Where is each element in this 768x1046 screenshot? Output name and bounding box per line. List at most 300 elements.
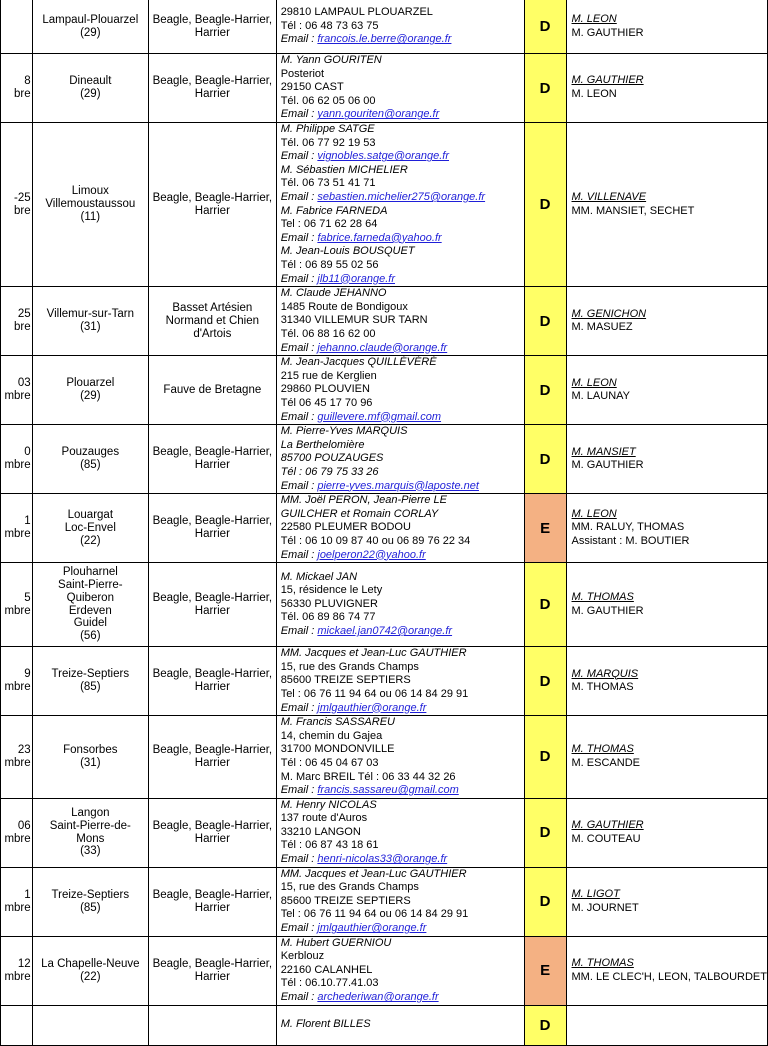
organizer-cell: [276, 1005, 524, 1045]
organizer-text: Tél : 06 45 04 67 03: [280, 756, 379, 769]
organizer-cell: [276, 798, 524, 867]
judges-cell: [566, 1005, 767, 1045]
grade-badge: D: [524, 798, 566, 867]
organizer-line: [281, 205, 524, 219]
email-link[interactable]: jehanno.claude@orange.fr: [317, 341, 448, 354]
organizer-cell: [276, 287, 524, 356]
organizer-line: [281, 799, 524, 813]
location-text: Saint-Pierre-de-: [49, 819, 131, 832]
organizer-line: [281, 370, 524, 384]
location-cell: [32, 425, 148, 494]
location-text: (11): [80, 210, 101, 223]
organizer-text: Email :: [280, 701, 318, 714]
organizer-text: M. Claude JEHANNO: [280, 287, 387, 300]
breed-text: Beagle, Beagle-Harrier,: [152, 191, 273, 204]
organizer-text: M. Francis SASSAREU: [280, 716, 395, 729]
organizer-line: [281, 730, 524, 744]
organizer-line: [281, 908, 524, 922]
date-cell: [1, 647, 33, 716]
organizer-line: [281, 123, 524, 137]
organizer-text: MM. Jacques et Jean-Luc GAUTHIER: [280, 867, 467, 880]
organizer-text: M. Jean-Jacques QUILLÉVÉRÉ: [280, 356, 437, 369]
breed-text: Harrier: [194, 528, 230, 541]
organizer-line: [281, 452, 524, 466]
organizer-line: [281, 812, 524, 826]
table-row: [1, 425, 768, 494]
organizer-line: [281, 480, 524, 494]
organizer-line: [281, 328, 524, 342]
date-text: -25: [14, 191, 31, 204]
location-text: Pouzauges: [61, 446, 120, 459]
organizer-text: M. Henry NICOLAS: [280, 798, 377, 811]
organizer-text: Tél : 06 89 55 02 56: [280, 258, 379, 271]
location-cell: [32, 54, 148, 123]
lead-judge: M. MARQUIS: [571, 667, 639, 680]
email-link[interactable]: pierre-yves.marquis@laposte.net: [317, 479, 479, 492]
grade-badge: E: [524, 936, 566, 1005]
organizer-line: [281, 826, 524, 840]
date-cell: [1, 1005, 33, 1045]
date-text: mbre: [4, 901, 31, 914]
lead-judge: M. MANSIET: [571, 445, 636, 458]
organizer-text: 85700 POUZAUGES: [280, 452, 384, 465]
organizer-text: Tel : 06 71 62 28 64: [280, 218, 378, 231]
organizer-text: 215 rue de Kerglien: [280, 369, 377, 382]
breeds-cell: [148, 356, 276, 425]
location-text: Treize-Septiers: [51, 668, 130, 681]
organizer-text: Tél : 06 79 75 33 26: [280, 465, 379, 478]
organizer-text: 14, chemin du Gajea: [280, 729, 383, 742]
date-cell: [1, 867, 33, 936]
organizer-line: [281, 177, 524, 191]
date-text: 23: [17, 744, 31, 757]
organizer-line: [281, 54, 524, 68]
judges-cell: [566, 123, 767, 287]
organizer-text: 31700 MONDONVILLE: [280, 743, 395, 756]
date-cell: [1, 563, 33, 647]
location-text: Villemur-sur-Tarn: [46, 308, 134, 321]
date-text: mbre: [4, 390, 31, 403]
organizer-text: M. Hubert GUERNIOU: [280, 936, 392, 949]
date-cell: [1, 287, 33, 356]
organizer-cell: [276, 494, 524, 563]
organizer-text: Posteriot: [280, 67, 325, 80]
organizer-text: 56330 PLUVIGNER: [280, 597, 378, 610]
organizer-line: [281, 218, 524, 232]
organizer-text: M. Fabrice FARNEDA: [280, 204, 388, 217]
organizer-text: Email :: [280, 33, 318, 46]
organizer-text: Email :: [280, 410, 318, 423]
date-text: 1: [24, 515, 31, 528]
organizer-text: Email :: [280, 922, 318, 935]
breeds-cell: [148, 716, 276, 799]
organizer-line: [281, 439, 524, 453]
location-text: Saint-Pierre-: [58, 579, 123, 592]
organizer-cell: [276, 647, 524, 716]
date-text: 9: [24, 668, 31, 681]
date-text: 06: [17, 819, 31, 832]
organizer-cell: [276, 54, 524, 123]
location-cell: [32, 798, 148, 867]
organizer-line: [281, 757, 524, 771]
email-link[interactable]: henri-nicolas33@orange.fr: [317, 853, 448, 866]
table-row: [1, 123, 768, 287]
organizer-text: Email :: [280, 853, 318, 866]
organizer-text: 85600 TREIZE SEPTIERS: [280, 674, 411, 687]
organizer-line: [281, 245, 524, 259]
organizer-text: M. Florent BILLES: [280, 1018, 371, 1031]
organizer-cell: [276, 716, 524, 799]
breeds-cell: [148, 123, 276, 287]
email-link[interactable]: francois.le.berre@orange.fr: [317, 33, 452, 46]
breed-text: Normand et Chien: [165, 314, 259, 327]
location-text: (56): [80, 630, 101, 643]
grade-badge: D: [524, 716, 566, 799]
judges-cell: [566, 936, 767, 1005]
date-text: mbre: [4, 832, 31, 845]
organizer-line: [281, 549, 524, 563]
breeds-cell: [148, 798, 276, 867]
location-text: (22): [80, 970, 101, 983]
location-text: (31): [80, 756, 101, 769]
table-row: [1, 54, 768, 123]
breeds-cell: [148, 563, 276, 647]
location-text: Louargat: [67, 508, 114, 521]
grade-badge: D: [524, 563, 566, 647]
location-text: Loc-Envel: [64, 521, 116, 534]
location-cell: [32, 123, 148, 287]
breed-text: Harrier: [194, 681, 230, 694]
breed-text: Beagle, Beagle-Harrier,: [152, 668, 273, 681]
events-table-body: [1, 0, 768, 1045]
breed-text: Basset Artésien: [172, 301, 253, 314]
organizer-line: [281, 895, 524, 909]
organizer-line: [281, 839, 524, 853]
organizer-line: [281, 494, 524, 508]
organizer-text: 29810 LAMPAUL PLOUARZEL: [280, 6, 433, 19]
breed-text: Harrier: [194, 604, 230, 617]
organizer-text: Tél. 06 73 51 41 71: [280, 177, 376, 190]
organizer-cell: [276, 356, 524, 425]
organizer-text: Tel : 06 76 11 94 64 ou 06 14 84 29 91: [280, 687, 469, 700]
breeds-cell: [148, 647, 276, 716]
breeds-cell: [148, 0, 276, 54]
table-row: [1, 936, 768, 1005]
organizer-text: Tél. 06 62 05 06 00: [280, 94, 376, 107]
organizer-line: [281, 273, 524, 287]
date-cell: [1, 356, 33, 425]
date-text: 5: [24, 591, 31, 604]
organizer-cell: [276, 0, 524, 54]
location-text: Erdeven: [68, 604, 112, 617]
organizer-line: [281, 771, 524, 785]
organizer-line: [281, 150, 524, 164]
organizer-text: Email :: [280, 625, 318, 638]
breed-text: Harrier: [194, 88, 230, 100]
location-text: La Chapelle-Neuve: [41, 957, 140, 970]
location-text: Fonsorbes: [63, 744, 118, 757]
grade-badge: D: [524, 425, 566, 494]
location-text: (33): [80, 845, 101, 858]
breed-text: Beagle, Beagle-Harrier,: [152, 744, 273, 757]
organizer-text: 15, rue des Grands Champs: [280, 660, 419, 673]
location-text: Villemoustaussou: [45, 198, 136, 211]
organizer-text: Email :: [280, 548, 318, 561]
date-cell: [1, 123, 33, 287]
email-link[interactable]: vignobles.satge@orange.fr: [317, 150, 450, 163]
organizer-text: Email :: [280, 479, 318, 492]
organizer-line: [281, 314, 524, 328]
grade-badge: D: [524, 356, 566, 425]
location-cell: [32, 936, 148, 1005]
location-text: (22): [80, 534, 101, 547]
table-row: [1, 287, 768, 356]
breeds-cell: [148, 425, 276, 494]
organizer-text: Kerblouz: [280, 950, 325, 963]
breed-text: Harrier: [194, 204, 230, 217]
organizer-line: [281, 287, 524, 301]
judge-text: M. MASUEZ: [571, 321, 633, 334]
organizer-line: [281, 611, 524, 625]
organizer-line: [281, 191, 524, 205]
organizer-line: [281, 881, 524, 895]
breed-text: Beagle, Beagle-Harrier,: [152, 13, 273, 26]
location-text: Langon: [71, 807, 110, 820]
table-row: [1, 798, 768, 867]
email-link[interactable]: jmlgauthier@orange.fr: [317, 701, 427, 714]
grade-badge: D: [524, 123, 566, 287]
organizer-text: Tél : 06.10.77.41.03: [280, 977, 379, 990]
organizer-line: [281, 661, 524, 675]
lead-judge: M. LIGOT: [571, 888, 620, 901]
organizer-line: [281, 33, 524, 47]
email-link[interactable]: yann.gouriten@orange.fr: [317, 108, 440, 121]
email-link[interactable]: jlb11@orange.fr: [317, 272, 395, 285]
location-cell: [32, 716, 148, 799]
organizer-text: Email :: [280, 231, 318, 244]
judges-cell: [566, 54, 767, 123]
breed-text: Harrier: [194, 756, 230, 769]
organizer-line: [281, 356, 524, 370]
judge-text: M. GAUTHIER: [571, 26, 644, 39]
breeds-cell: [148, 867, 276, 936]
lead-judge: M. LEON: [571, 507, 617, 520]
location-text: Treize-Septiers: [51, 888, 130, 901]
organizer-line: [281, 991, 524, 1005]
breed-text: Harrier: [194, 832, 230, 845]
location-text: (29): [80, 26, 101, 39]
date-cell: [1, 425, 33, 494]
organizer-line: [281, 81, 524, 95]
email-link[interactable]: fabrice.farneda@yahoo.fr: [317, 231, 442, 244]
breeds-cell: [148, 54, 276, 123]
lead-judge: M. LEON: [571, 12, 617, 25]
location-text: Lampaul-Plouarzel: [42, 13, 139, 26]
judge-text: M. JOURNET: [571, 901, 639, 914]
breed-text: Harrier: [194, 26, 230, 39]
organizer-text: Email :: [280, 341, 318, 354]
organizer-line: [281, 164, 524, 178]
organizer-text: M. Philippe SATGE: [280, 123, 375, 135]
organizer-text: M. Pierre-Yves MARQUIS: [280, 425, 408, 438]
organizer-text: 85600 TREIZE SEPTIERS: [280, 894, 411, 907]
lead-judge: M. GENICHON: [571, 307, 647, 320]
date-text: mbre: [4, 681, 31, 694]
breeds-cell: [148, 287, 276, 356]
organizer-text: 33210 LANGON: [280, 825, 361, 838]
organizer-line: [281, 571, 524, 585]
organizer-line: [281, 95, 524, 109]
date-text: bre: [14, 321, 31, 334]
organizer-text: Email :: [280, 190, 318, 203]
location-cell: [32, 1005, 148, 1045]
judges-cell: [566, 867, 767, 936]
lead-judge: M. GAUTHIER: [571, 74, 644, 87]
grade-badge: D: [524, 647, 566, 716]
lead-judge: M. THOMAS: [571, 743, 634, 756]
organizer-line: [281, 950, 524, 964]
email-link[interactable]: sebastien.michelier275@orange.fr: [317, 190, 486, 203]
organizer-cell: [276, 425, 524, 494]
breed-text: Beagle, Beagle-Harrier,: [152, 888, 273, 901]
organizer-line: [281, 521, 524, 535]
organizer-text: Email :: [280, 150, 318, 163]
location-cell: [32, 287, 148, 356]
judges-cell: [566, 647, 767, 716]
organizer-text: M. Sébastien MICHELIER: [280, 163, 408, 176]
date-cell: [1, 716, 33, 799]
table-row: [1, 867, 768, 936]
grade-badge: D: [524, 0, 566, 54]
organizer-text: Tel : 06 76 11 94 64 ou 06 14 84 29 91: [280, 908, 469, 921]
date-text: mbre: [4, 756, 31, 769]
judge-text: MM. LE CLEC'H, LEON, TALBOURDET: [571, 970, 767, 983]
organizer-text: M. Mickael JAN: [280, 570, 358, 583]
breed-text: Fauve de Bretagne: [163, 383, 262, 396]
table-row: [1, 356, 768, 425]
judge-text: M. ESCANDE: [571, 756, 640, 769]
organizer-line: [281, 716, 524, 730]
breed-text: d'Artois: [193, 327, 232, 340]
organizer-line: [281, 584, 524, 598]
organizer-line: [281, 425, 524, 439]
judge-text: M. LAUNAY: [571, 390, 630, 403]
organizer-text: Email :: [280, 991, 318, 1004]
organizer-line: [281, 868, 524, 882]
organizer-line: [281, 342, 524, 356]
breed-text: Beagle, Beagle-Harrier,: [152, 446, 273, 459]
judges-cell: [566, 425, 767, 494]
breed-text: Beagle, Beagle-Harrier,: [152, 957, 273, 970]
grade-badge: D: [524, 867, 566, 936]
date-text: 03: [17, 377, 31, 390]
grade-badge: D: [524, 287, 566, 356]
location-cell: [32, 647, 148, 716]
organizer-line: [281, 647, 524, 661]
email-link[interactable]: guillevere.mf@gmail.com: [317, 410, 442, 423]
organizer-line: [281, 301, 524, 315]
date-text: bre: [14, 88, 31, 100]
location-cell: [32, 867, 148, 936]
grade-badge: D: [524, 1005, 566, 1045]
organizer-text: 137 route d'Auros: [280, 812, 368, 825]
grade-badge: D: [524, 54, 566, 123]
table-row: [1, 494, 768, 563]
organizer-cell: [276, 867, 524, 936]
organizer-text: MM. Jacques et Jean-Luc GAUTHIER: [280, 647, 467, 660]
location-cell: [32, 494, 148, 563]
location-cell: [32, 563, 148, 647]
organizer-text: 22160 CALANHEL: [280, 963, 373, 976]
email-link[interactable]: mickael.jan0742@orange.fr: [317, 625, 453, 638]
judge-text: M. GAUTHIER: [571, 604, 644, 617]
date-cell: [1, 0, 33, 54]
email-link[interactable]: joelperon22@yahoo.fr: [317, 548, 426, 561]
organizer-line: [281, 784, 524, 798]
organizer-text: Tél : 06 87 43 18 61: [280, 839, 379, 852]
email-link[interactable]: francis.sassareu@gmail.com: [317, 784, 459, 797]
lead-judge: M. GAUTHIER: [571, 819, 644, 832]
organizer-line: [281, 20, 524, 34]
location-text: (85): [80, 459, 101, 472]
organizer-text: Email :: [280, 108, 318, 121]
organizer-text: M. Marc BREIL Tél : 06 33 44 32 26: [280, 770, 456, 783]
judges-cell: [566, 287, 767, 356]
location-text: Limoux: [71, 185, 109, 198]
location-text: (85): [80, 901, 101, 914]
organizer-line: [281, 232, 524, 246]
judges-cell: [566, 356, 767, 425]
organizer-text: MM. Joël PERON, Jean-Pierre LE: [280, 494, 447, 507]
organizer-text: 1485 Route de Bondigoux: [280, 300, 408, 313]
location-cell: [32, 356, 148, 425]
organizer-line: [281, 6, 524, 20]
judges-cell: [566, 563, 767, 647]
judge-text: MM. MANSIET, SECHET: [571, 204, 695, 217]
date-text: bre: [14, 204, 31, 217]
lead-judge: M. LEON: [571, 376, 617, 389]
date-text: mbre: [4, 528, 31, 541]
date-text: 12: [17, 957, 31, 970]
organizer-line: [281, 964, 524, 978]
date-text: mbre: [4, 459, 31, 472]
organizer-line: [281, 397, 524, 411]
judge-text: M. LEON: [571, 88, 617, 100]
location-text: Plouarzel: [66, 377, 115, 390]
organizer-line: [281, 411, 524, 425]
organizer-cell: [276, 936, 524, 1005]
breed-text: Beagle, Beagle-Harrier,: [152, 819, 273, 832]
organizer-line: [281, 702, 524, 716]
organizer-text: 31340 VILLEMUR SUR TARN: [280, 314, 428, 327]
organizer-text: GUILCHER et Romain CORLAY: [280, 507, 439, 520]
organizer-line: [281, 383, 524, 397]
email-link[interactable]: jmlgauthier@orange.fr: [317, 922, 427, 935]
judges-cell: [566, 798, 767, 867]
email-link[interactable]: archederiwan@orange.fr: [317, 991, 439, 1004]
organizer-line: [281, 508, 524, 522]
date-text: mbre: [4, 970, 31, 983]
lead-judge: M. THOMAS: [571, 591, 634, 604]
breed-text: Harrier: [194, 459, 230, 472]
organizer-text: Email :: [280, 272, 318, 285]
date-text: 8: [24, 75, 31, 88]
date-text: mbre: [4, 604, 31, 617]
organizer-text: Tél. 06 88 16 62 00: [280, 327, 376, 340]
organizer-text: 29860 PLOUVIEN: [280, 383, 370, 396]
organizer-text: Tél 06 45 17 70 96: [280, 396, 373, 409]
organizer-text: 15, résidence le Lety: [280, 584, 383, 597]
